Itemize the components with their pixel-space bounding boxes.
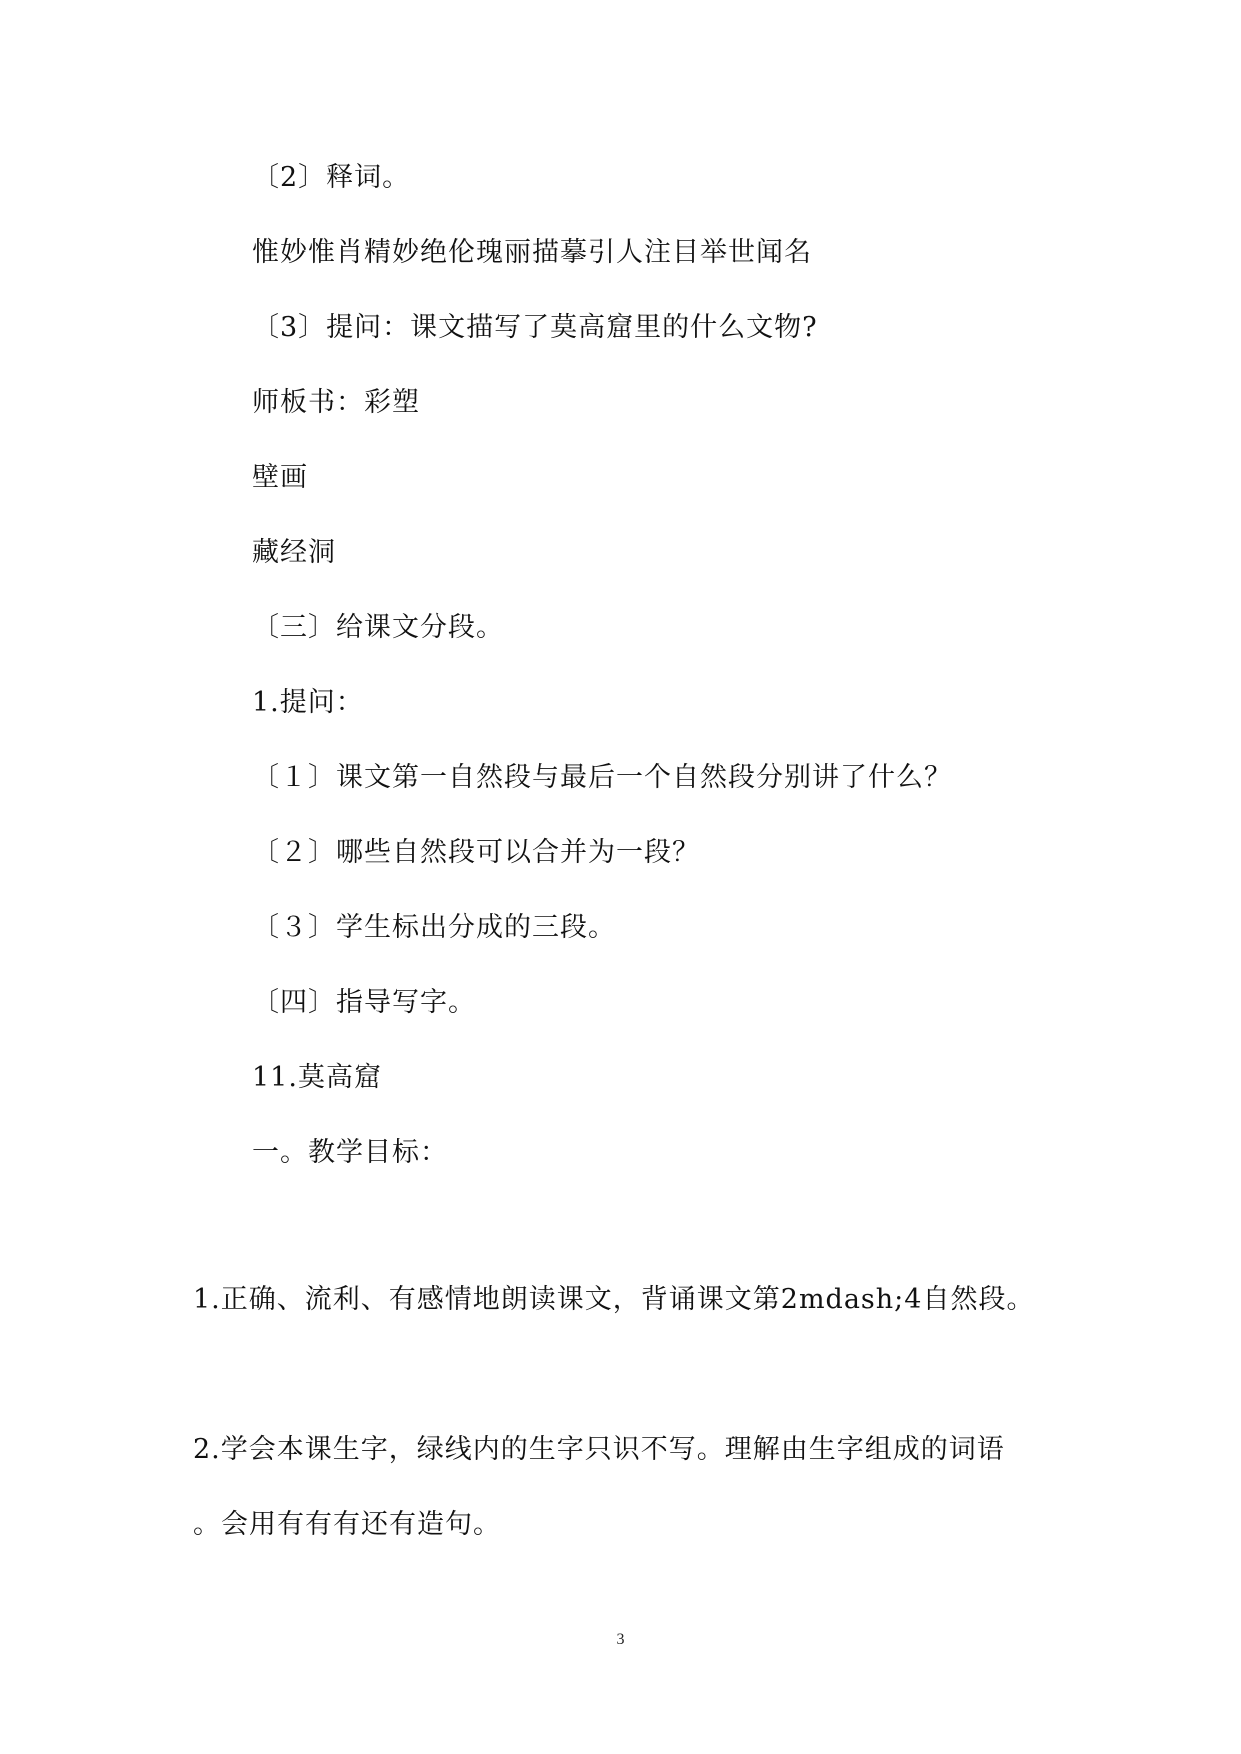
paragraph-line: 2.学会本课生字，绿线内的生字只识不写。理解由生字组成的词语 <box>193 1434 1005 1465</box>
paragraph-line: 〔3〕提问：课文描写了莫高窟里的什么文物? <box>252 312 818 343</box>
paragraph-line: 师板书：彩塑 <box>252 387 420 418</box>
paragraph-line: 藏经洞 <box>252 537 336 568</box>
section-heading: 〔四〕指导写字。 <box>252 987 476 1018</box>
paragraph-line: 壁画 <box>252 462 308 493</box>
paragraph-line: 〔３〕学生标出分成的三段。 <box>252 912 616 943</box>
paragraph-line: 〔２〕哪些自然段可以合并为一段？ <box>252 837 700 868</box>
paragraph-line: 。会用有有有还有造句。 <box>193 1509 501 1540</box>
section-heading: 一。教学目标： <box>252 1137 448 1168</box>
lesson-title: 11.莫高窟 <box>252 1062 382 1093</box>
paragraph-line: 1.正确、流利、有感情地朗读课文，背诵课文第2mdash;4自然段。 <box>193 1284 1035 1315</box>
paragraph-line: 1.提问： <box>252 687 364 718</box>
paragraph-line: 〔2〕释词。 <box>252 162 411 193</box>
paragraph-line: 惟妙惟肖精妙绝伦瑰丽描摹引人注目举世闻名 <box>252 237 812 268</box>
paragraph-line: 〔１〕课文第一自然段与最后一个自然段分别讲了什么？ <box>252 762 952 793</box>
page-number: 3 <box>616 1631 625 1648</box>
section-heading: 〔三〕给课文分段。 <box>252 612 504 643</box>
